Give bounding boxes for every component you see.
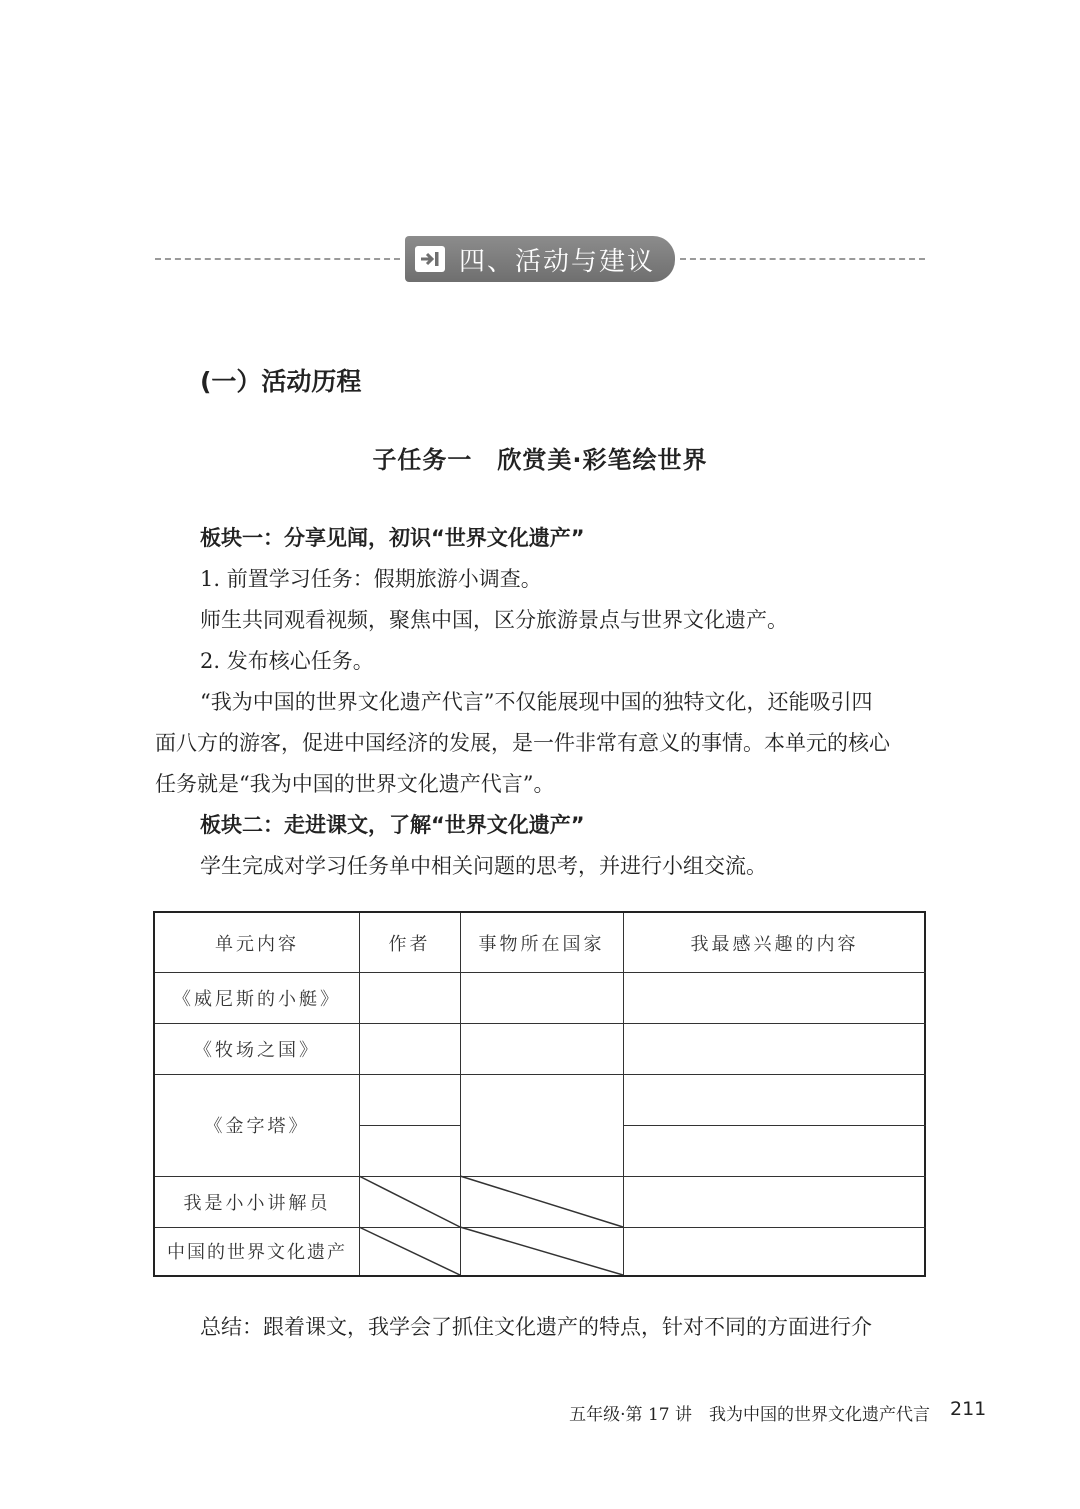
table-header-interest: 我最感兴趣的内容 — [690, 933, 859, 955]
block1-item2: 2. 发布核心任务。 — [200, 649, 374, 673]
footer-title: 五年级·第 17 讲 我为中国的世界文化遗产代言 — [569, 1405, 930, 1425]
block2-heading: 板块二：走进课文，了解“世界文化遗产” — [200, 813, 585, 837]
page-number: 211 — [950, 1398, 987, 1420]
table-row-label: 中国的世界文化遗产 — [167, 1242, 347, 1263]
section-banner-title: 四、活动与建议 — [459, 246, 656, 277]
table-row-label: 《金字塔》 — [204, 1116, 310, 1137]
table-header-author: 作者 — [388, 933, 431, 955]
paragraph-line: “我为中国的世界文化遗产代言”不仅能展现中国的独特文化，还能吸引四 — [200, 690, 873, 714]
dashed-rule-left — [155, 258, 400, 260]
block1-item1: 1. 前置学习任务：假期旅游小调查。 — [200, 567, 542, 591]
study-table — [153, 911, 926, 1277]
block1-heading: 板块一：分享见闻，初识“世界文化遗产” — [200, 526, 585, 550]
table-row-label: 我是小小讲解员 — [183, 1192, 331, 1214]
summary-text: 总结：跟着课文，我学会了抓住文化遗产的特点，针对不同的方面进行介 — [200, 1315, 872, 1339]
block2-text: 学生完成对学习任务单中相关问题的思考，并进行小组交流。 — [200, 854, 767, 878]
section-title: (一）活动历程 — [200, 367, 362, 396]
paragraph-line: 任务就是“我为中国的世界文化遗产代言”。 — [155, 772, 555, 796]
table-row-label: 《威尼斯的小艇》 — [173, 988, 341, 1010]
table-header-unit: 单元内容 — [215, 933, 299, 955]
table-header-country: 事物所在国家 — [478, 933, 605, 955]
table-row-label: 《牧场之国》 — [194, 1039, 320, 1061]
section-banner — [405, 236, 675, 282]
paragraph-line: 面八方的游客，促进中国经济的发展，是一件非常有意义的事情。本单元的核心 — [155, 731, 890, 755]
block1-text1: 师生共同观看视频，聚焦中国，区分旅游景点与世界文化遗产。 — [200, 608, 788, 632]
dashed-rule-right — [680, 258, 925, 260]
subtask-title: 子任务一 欣赏美·彩笔绘世界 — [372, 446, 708, 474]
arrow-in-icon — [415, 246, 445, 272]
